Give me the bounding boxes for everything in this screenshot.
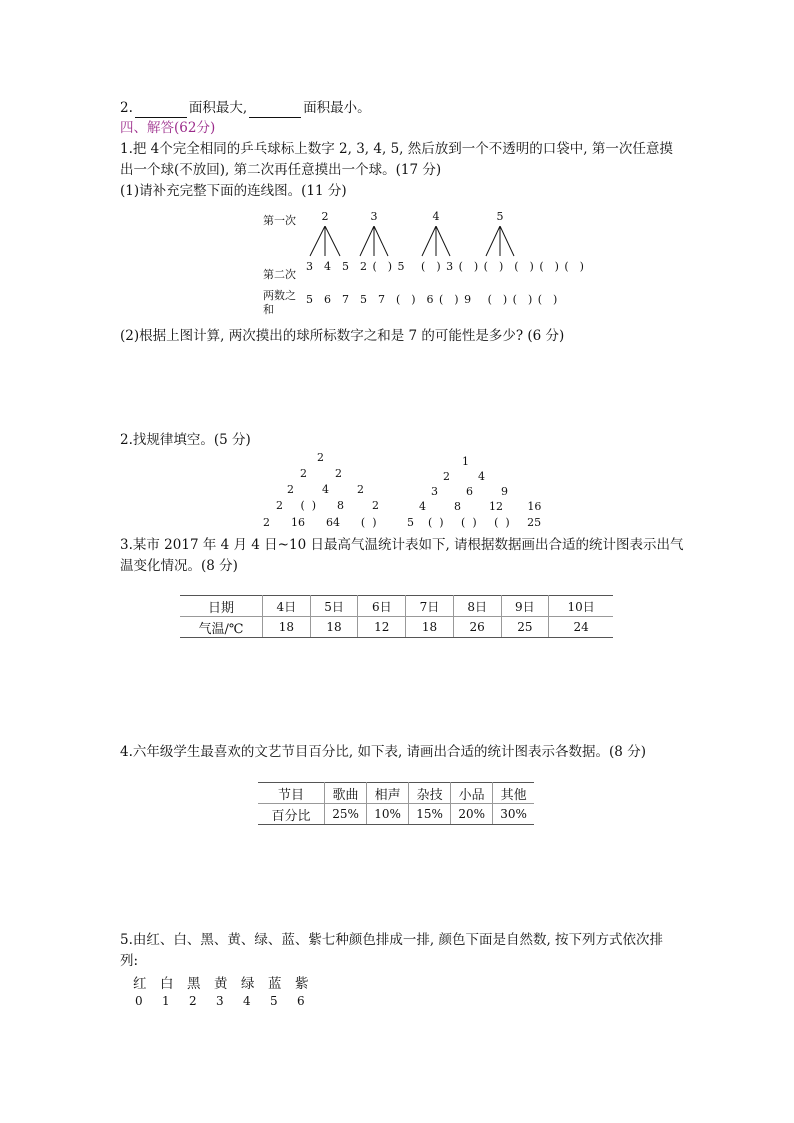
color-number: 2	[189, 994, 197, 1008]
table-header: 其他	[493, 783, 534, 804]
first-num: 4	[432, 210, 440, 223]
table-cell: 15%	[409, 804, 451, 825]
color-number: 5	[270, 994, 278, 1008]
table-header: 6日	[358, 596, 406, 617]
first-num: 3	[370, 210, 378, 223]
table-cell: 30%	[493, 804, 534, 825]
color-number: 4	[243, 994, 251, 1008]
first-draw-label: 第一次	[263, 214, 296, 227]
color-number: 0	[135, 994, 143, 1008]
p5-line1: 5.由红、白、黑、黄、绿、蓝、紫七种颜色排成一排, 颜色下面是自然数, 按下列方式依次排	[120, 932, 664, 948]
table-cell: 18	[263, 617, 311, 638]
triangle-row: 2 ( ) 8 2	[276, 499, 380, 512]
section-heading: 四、解答(62分)	[120, 120, 216, 136]
table-row	[258, 804, 534, 825]
table-header: 小品	[451, 783, 493, 804]
first-num: 2	[321, 210, 329, 223]
answer-blank-2[interactable]	[249, 103, 301, 118]
first-num: 5	[496, 210, 504, 223]
table-header: 8日	[453, 596, 501, 617]
table-cell: 百分比	[258, 804, 325, 825]
triangle-row: 1	[462, 455, 469, 468]
triangle-row: 4 8 12 16	[419, 500, 542, 513]
table-header: 相声	[367, 783, 409, 804]
p3-line2: 温变化情况。(8 分)	[120, 558, 238, 574]
table-header: 杂技	[409, 783, 451, 804]
sum-label: 两数之	[263, 289, 296, 302]
p1-line1: 1.把 4个完全相同的乒乓球标上数字 2, 3, 4, 5, 然后放到一个不透明的口袋中, 第一次任意摸	[120, 141, 673, 157]
p3-line1: 3.某市 2017 年 4 月 4 日~10 日最高气温统计表如下, 请根据数据画出合适的统计图表示出气	[120, 537, 684, 553]
table-cell: 12	[358, 617, 406, 638]
triangle-row: 2 4 2	[287, 483, 364, 496]
table-cell: 18	[310, 617, 358, 638]
color-name: 红	[133, 976, 147, 992]
table-header: 日期	[180, 596, 263, 617]
table-header: 歌曲	[325, 783, 367, 804]
triangle-row: 2 4	[443, 470, 485, 483]
color-name: 绿	[241, 976, 255, 992]
second-draw-values: 3 4 5 2 ( ) 5 ( ) 3 ( ) ( ) ( ) ( ) ( )	[306, 260, 584, 273]
table-cell: 气温/℃	[180, 617, 263, 638]
color-name: 黑	[187, 976, 201, 992]
table-row	[180, 596, 613, 617]
table-cell: 20%	[451, 804, 493, 825]
triangle-row: 2 16 64 ( )	[263, 516, 377, 529]
triangle-row: 5 ( ) ( ) ( ) 25	[407, 516, 542, 529]
q2-prefix: 2.	[120, 100, 133, 116]
color-name: 紫	[295, 976, 309, 992]
triangle-row: 2 2	[300, 467, 342, 480]
second-draw-label: 第二次	[263, 268, 296, 281]
table-row	[258, 783, 534, 804]
sum-label-2: 和	[263, 303, 274, 316]
table-cell: 18	[406, 617, 454, 638]
tree-branches	[300, 226, 530, 260]
triangle-row: 3 6 9	[431, 485, 508, 498]
color-numbers-row	[135, 994, 324, 1008]
p2-title: 2.找规律填空。(5 分)	[120, 432, 251, 448]
p4-line1: 4.六年级学生最喜欢的文艺节目百分比, 如下表, 请画出合适的统计图表示各数据。(8 分)	[120, 744, 646, 760]
table-header: 4日	[263, 596, 311, 617]
table-cell: 26	[453, 617, 501, 638]
p1-sub2: (2)根据上图计算, 两次摸出的球所标数字之和是 7 的可能性是多少? (6 分)	[120, 328, 565, 344]
temperature-table	[180, 595, 613, 638]
answer-blank-1[interactable]	[135, 103, 187, 118]
table-header: 7日	[406, 596, 454, 617]
color-name: 蓝	[268, 976, 282, 992]
color-name: 白	[160, 976, 174, 992]
table-cell: 24	[549, 617, 613, 638]
table-cell: 25	[501, 617, 549, 638]
p5-line2: 列:	[120, 953, 139, 969]
program-table	[258, 782, 534, 825]
table-row	[180, 617, 613, 638]
q2-mid: 面积最大,	[188, 100, 248, 116]
table-header: 5日	[310, 596, 358, 617]
color-number: 6	[297, 994, 305, 1008]
p1-line2: 出一个球(不放回), 第二次再任意摸出一个球。(17 分)	[120, 162, 442, 178]
q2-suffix: 面积最小。	[303, 100, 371, 116]
color-name: 黄	[214, 976, 228, 992]
triangle-row: 2	[317, 451, 324, 464]
table-header: 9日	[501, 596, 549, 617]
sum-values: 5 6 7 5 7 ( ) 6 ( ) 9 ( ) ( ) ( )	[306, 293, 558, 306]
color-names-row	[133, 972, 322, 992]
q2-line	[120, 98, 371, 118]
table-header: 10日	[549, 596, 613, 617]
color-number: 1	[162, 994, 170, 1008]
color-number: 3	[216, 994, 224, 1008]
table-cell: 10%	[367, 804, 409, 825]
table-cell: 25%	[325, 804, 367, 825]
table-header: 节目	[258, 783, 325, 804]
p1-sub1: (1)请补充完整下面的连线图。(11 分)	[120, 183, 347, 199]
